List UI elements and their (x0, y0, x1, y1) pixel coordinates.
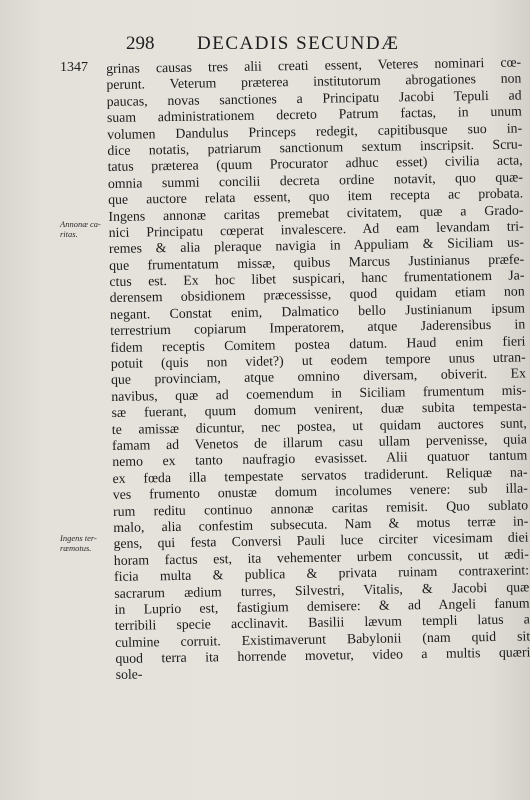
text-line: negant. Constat enim, Dalmatico bello Justinianum ipsum (109, 300, 526, 322)
text-line: dice notatis, patriarum sanctionum sextum inscripsit. Scru- (107, 136, 523, 158)
text-line: ctus est. Ex hoc libet suspicari, hanc frumentationem Ja- (109, 267, 525, 290)
margin-note-line: ritas. (60, 229, 78, 239)
text-line: Ingens annonæ caritas premebat civitatem, quæ a Grado- (108, 201, 524, 224)
text-line: navibus, quæ ad coemendum in Siciliam frumentum mis- (111, 382, 527, 404)
margin-year: 1347 (60, 60, 88, 75)
text-line: ex fœda illa tempestate servatos tradiderunt. Reliquæ na- (112, 464, 528, 486)
text-line: quod terra ita horrende movetur, video a multis quæri (115, 644, 530, 666)
text-line: remes & alia pleraque navigia in Appuliam & Siciliam us- (108, 234, 525, 257)
text-line: que auctore relata essent, quo item recepta ac probata. (108, 185, 524, 208)
text-line: perunt. Veterum præterea institutorum abrogationes non (106, 70, 522, 93)
text-line: volumen Dandulus Princeps redegit, capitibusque suo in- (107, 120, 523, 142)
margin-note-terraemotus (60, 533, 108, 553)
text-line: famam ad Venetos de illarum casu ullam pervenisse, quia (111, 431, 528, 453)
text-line: terribili specie acclinavit. Basilii lævum templi latus a (114, 611, 530, 634)
page-header (0, 30, 530, 56)
margin-note-line: ræmotus. (60, 543, 92, 553)
margin-note-line: Annonæ ca- (60, 219, 101, 229)
text-line: rum reditu continuo annonæ caritas remisit. Quo sublato (112, 496, 529, 519)
text-line: sæ fuerant, quum domum venirent, duæ subita tempesta- (111, 398, 527, 421)
text-line: omnia summi concilii decreta ordine notavit, quo quæ- (107, 169, 523, 191)
text-line: te amissæ dicuntur, nec postea, ut quidam auctores sunt, (111, 415, 527, 437)
text-line: que provinciam, atque omnino diversam, obiverit. Ex (110, 365, 527, 388)
text-line: derensem obsidionem præcessisse, quod quidam etiam non (109, 283, 525, 306)
text-line: nici Principatu cœperat invalescere. Ad eam levandam tri- (108, 218, 524, 240)
text-line: tatus præterea (quum Procurator adhuc esset) civilia acta, (107, 152, 523, 175)
page-number: 298 (126, 33, 155, 54)
text-line: ves frumento onustæ domum incolumes venere: sub illa- (112, 480, 528, 503)
text-line: culmine corruit. Existimaverunt Babylonii (nam quid sit (115, 628, 530, 650)
text-line: in Luprio est, fastigium demisere: & ad Angeli fanum (114, 595, 530, 617)
margin-note-annona (60, 219, 108, 239)
text-line: suam administrationem decreto Patrum factas, in unum (106, 103, 522, 126)
text-line: ficia multa & publica & privata ruinam contraxerint: (113, 562, 530, 585)
text-line: nemo ex tanto naufragio evasisset. Alii quatuor tantum (112, 447, 528, 470)
text-line: fidem receptis Comitem postea datum. Haud enim fieri (110, 333, 526, 355)
text-line: sole- (115, 666, 143, 683)
text-line: sacrarum ædium turres, Silvestri, Vitalis, & Jacobi quæ (114, 578, 530, 601)
text-line: grinas causas tres alii creati essent, Veteres nominari cœ- (106, 54, 522, 76)
text-line: malo, alia confestim subsecuta. Nam & motus terræ in- (113, 513, 529, 535)
text-line: gens, qui festa Conversi Pauli luce circiter vicesimam diei (113, 529, 529, 552)
text-line: horam factus est, ita vehementer urbem concussit, ut ædi- (113, 546, 529, 568)
main-text (106, 54, 530, 683)
text-line: potuit (quis non videt?) ut eodem tempore unus utran- (110, 349, 526, 371)
text-line: terrestrium copiarum Imperatorem, atque Jaderensibus in (110, 316, 526, 339)
text-line: paucas, novas sanctiones a Principatu Jacobi Tepuli ad (106, 87, 522, 109)
running-title: DECADIS SECUNDÆ (197, 33, 400, 54)
margin-note-line: Ingens ter- (60, 533, 97, 543)
text-line: que frumentatum missæ, quibus Marcus Justinianus præfe- (109, 251, 525, 273)
